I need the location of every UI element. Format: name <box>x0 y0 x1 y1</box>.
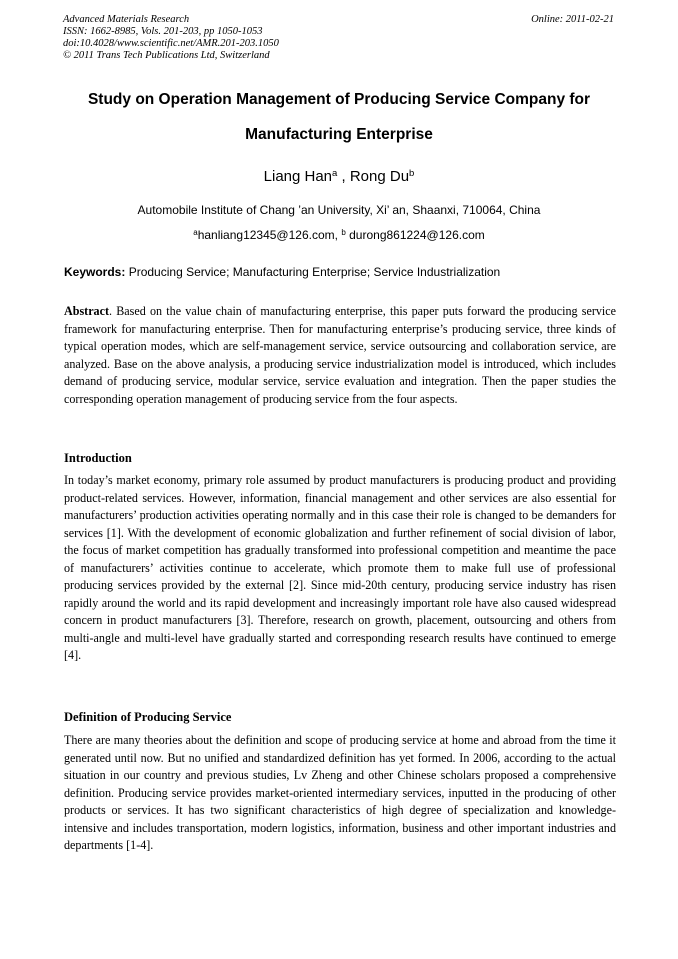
author-list <box>40 167 638 187</box>
email-mark: a <box>193 228 198 237</box>
copyright-line: © 2011 Trans Tech Publications Ltd, Switzerland <box>63 50 270 61</box>
keywords <box>64 264 616 280</box>
keywords-label: Keywords: <box>64 265 126 279</box>
definition-paragraph: There are many theories about the definition and scope of producing service at home and abroad from the time it generated until now. But no unified and standardized definition has yet formed. In 2006, according to the actual situation in our country and previous studies, Lv Zheng and other Chinese scholars proposed a comprehensive definition. Producing service provides market-oriented intermediary services, inputted in the producing of other products or services. It has two significant characteristics of high degree of specialization and knowledge-intensive and includes transportation, modern logistics, information, business and other important industries and departments [1-4]. <box>64 733 616 852</box>
author-affiliation-mark: b <box>409 168 415 179</box>
doi-line: doi:10.4028/www.scientific.net/AMR.201-203.1050 <box>63 38 279 49</box>
email-mark: b <box>341 228 346 237</box>
journal-header <box>63 14 279 62</box>
author-emails <box>40 227 638 243</box>
paper-title-line-1: Study on Operation Management of Producing Service Company for <box>87 91 591 108</box>
online-date: Online: 2011-02-21 <box>531 14 614 25</box>
section-heading-introduction: Introduction <box>64 451 132 465</box>
author-name: Rong Du <box>349 168 410 185</box>
email-address: durong861224@126.com <box>349 228 485 242</box>
issn-line: ISSN: 1662-8985, Vols. 201-203, pp 1050-1053 <box>63 26 263 37</box>
introduction-paragraph: In today’s market economy, primary role assumed by product manufacturers is producing product and providing product-related services. However, information, financial management and other services are also essential for manufacturers’ production activities operating normally and in this case their role is changed to be demanders for services [1]. With the development of economic globalization and further refinement of social division of labor, the focus of market competition has gradually transformed into professional competition and meantime the pace of manufacturers’ activities continue to accelerate, which promote them to make full use of professional producing services provided by the external [2]. Since mid-20th century, producing service industry has risen rapidly around the world and its rapid development and increasingly important role have also caused widespread concern in product manufacturers [3]. Therefore, research on growth, placement, outsourcing and others from multi-angle and multi-level have gradually started and corresponding research results have continued to emerge [4]. <box>64 473 616 662</box>
paper-title-line-2: Manufacturing Enterprise <box>245 126 433 143</box>
email-address: hanliang12345@126.com, <box>197 228 338 242</box>
journal-name: Advanced Materials Research <box>63 14 190 25</box>
author-affiliation-mark: a <box>332 168 338 179</box>
abstract-text: . Based on the value chain of manufacturing enterprise, this paper puts forward the producing service framework for manufacturing enterprise. Then for manufacturing enterprise’s producing service, three kinds of typical operation modes, which are self-management service, service outsourcing and collaboration service, are analyzed. Base on the above analysis, a producing service industrialization model is introduced, which includes demand of producing service, modular service, service evaluation and integration. Then the paper studies the corresponding operation management of producing service from the four aspects. <box>64 304 616 406</box>
abstract <box>64 303 616 408</box>
section-heading-definition: Definition of Producing Service <box>64 710 232 724</box>
keywords-text: Producing Service; Manufacturing Enterprise; Service Industrialization <box>128 265 501 279</box>
author-name: Liang Han <box>263 168 333 185</box>
author-separator: , <box>337 168 350 185</box>
affiliation: Automobile Institute of Chang ’an University, Xi’ an, Shaanxi, 710064, China <box>137 203 541 217</box>
abstract-label: Abstract <box>64 304 110 318</box>
